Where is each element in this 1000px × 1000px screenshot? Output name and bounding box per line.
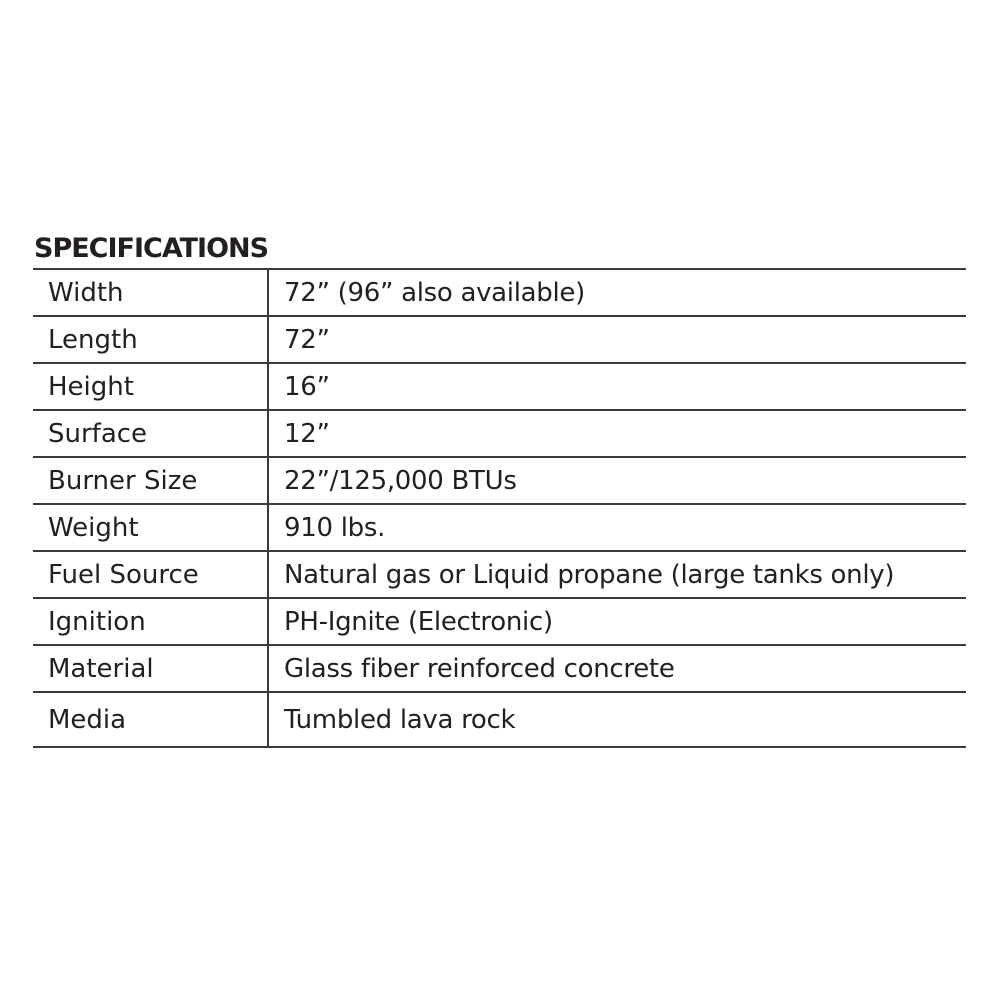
spec-label-media: Media xyxy=(33,692,268,747)
table-row xyxy=(33,363,966,410)
table-row xyxy=(33,504,966,551)
table-row xyxy=(33,316,966,363)
spec-value-weight: 910 lbs. xyxy=(268,504,966,551)
spec-label-length: Length xyxy=(33,316,268,363)
spec-value-width: 72” (96” also available) xyxy=(284,277,585,308)
spec-label-width: Width xyxy=(33,269,268,316)
table-row xyxy=(33,598,966,645)
spec-label-weight: Weight xyxy=(33,504,268,551)
table-row xyxy=(33,551,966,598)
table-row xyxy=(33,645,966,692)
spec-value-height: 16” xyxy=(268,363,966,410)
spec-label-burner-size: Burner Size xyxy=(33,457,268,504)
table-row xyxy=(33,269,966,316)
spec-label-material: Material xyxy=(33,645,268,692)
spec-value-media: Tumbled lava rock xyxy=(268,692,966,747)
specifications-section xyxy=(33,230,966,748)
spec-value-surface: 12” xyxy=(268,410,966,457)
spec-value-ignition: PH-Ignite (Electronic) xyxy=(268,598,966,645)
spec-label-height: Height xyxy=(33,363,268,410)
table-row xyxy=(33,457,966,504)
table-row xyxy=(33,410,966,457)
table-row xyxy=(33,692,966,747)
spec-label-surface: Surface xyxy=(33,410,268,457)
spec-label-fuel-source: Fuel Source xyxy=(33,551,268,598)
spec-label-ignition: Ignition xyxy=(33,598,268,645)
specifications-table xyxy=(33,268,966,748)
spec-value-material: Glass fiber reinforced concrete xyxy=(268,645,966,692)
spec-value-burner-size: 22”/125,000 BTUs xyxy=(268,457,966,504)
specifications-title: SPECIFICATIONS xyxy=(34,233,269,264)
spec-value-fuel-source: Natural gas or Liquid propane (large tanks only) xyxy=(268,551,966,598)
spec-value-length: 72” xyxy=(268,316,966,363)
